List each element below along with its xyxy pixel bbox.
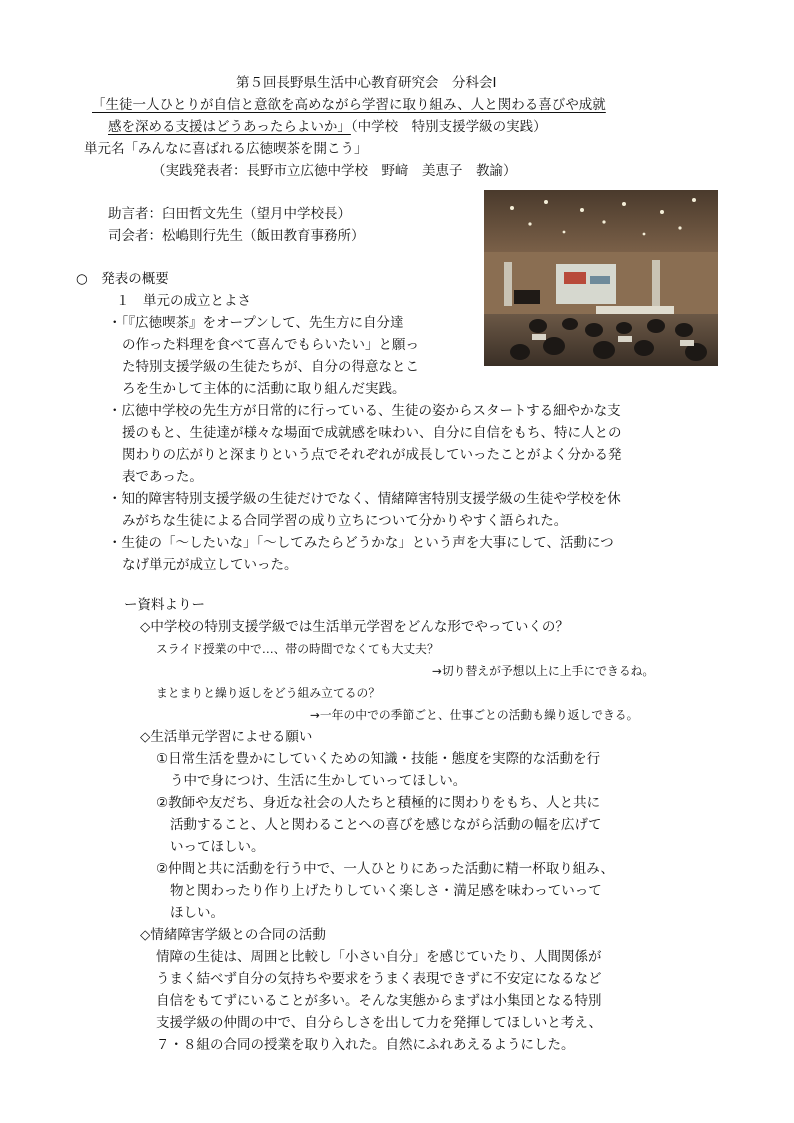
wish-line: ②教師や友だち、身近な社会の人たちと積極的に関わりをもち、人と共に (156, 795, 601, 811)
question-2: ◇生活単元学習によせる願い (140, 729, 313, 745)
theme-line-1: 「生徒一人ひとりが自信と意欲を高めながら学習に取り組み、人と関わる喜びや成就 (92, 97, 606, 113)
unit-name: 単元名「みんなに喜ばれる広徳喫茶を開こう」 (84, 141, 368, 157)
overview-heading: ○ 発表の概要 (76, 271, 169, 287)
overview-line: ・「『広徳喫茶』をオープンして、先生方に自分達 (108, 315, 404, 331)
overview-line: みがちな生徒による合同学習の成り立ちについて分かりやすく語られた。 (122, 513, 568, 529)
overview-line: ・知的障害特別支援学級の生徒だけでなく、情緒障害特別支援学級の生徒や学校を休 (108, 491, 621, 507)
question-1-note: スライド授業の中で…、帯の時間でなくても大丈夫？ (156, 642, 439, 656)
overview-line: ろを生かして主体的に活動に取り組んだ実践。 (122, 381, 406, 397)
overview-line: た特別支援学級の生徒たちが、自分の得意なとこ (122, 359, 419, 375)
conference-photo (484, 190, 718, 366)
wish-line: 物と関わったり作り上げたりしていく楽しさ・満足感を味わっていって (170, 883, 602, 899)
materials-heading: ー資料よりー (124, 597, 205, 613)
overview-subheading: １ 単元の成立とよさ (116, 293, 251, 309)
chair: 司会者：松嶋則行先生（飯田教育事務所） (108, 228, 365, 244)
question-1: ◇中学校の特別支援学級では生活単元学習をどんな形でやっていくの？ (140, 619, 569, 635)
question-1-note: まとまりと繰り返しをどう組み立てるの？ (156, 686, 381, 700)
question-3: ◇情緒障害学級との合同の活動 (140, 927, 326, 943)
overview-line: 援のもと、生徒達が様々な場面で成就感を味わい、自分に自信をもち、特に人との (122, 425, 622, 441)
overview-line: ・広徳中学校の先生方が日常的に行っている、生徒の姿からスタートする細やかな支 (108, 403, 621, 419)
overview-line: 関わりの広がりと深まりという点でそれぞれが成長していったことがよく分かる発 (122, 447, 622, 463)
joint-line: ７・８組の合同の授業を取り入れた。自然にふれあえるようにした。 (156, 1037, 575, 1053)
wish-line: う中で身につけ、生活に生かしていってほしい。 (170, 773, 467, 789)
wish-line: ②仲間と共に活動を行う中で、一人ひとりにあった活動に精一杯取り組み、 (156, 861, 615, 877)
overview-line: ・生徒の「～したいな」「～してみたらどうかな」という声を大事にして、活動につ (108, 535, 614, 551)
wish-line: いってほしい。 (170, 839, 265, 855)
theme-line-2-rest: （中学校 特別支援学級の実践） (350, 119, 547, 135)
question-1-note: →一年の中での季節ごと、仕事ごとの活動も繰り返しできる。 (310, 708, 639, 722)
presenter: （実践発表者：長野市立広徳中学校 野﨑 美恵子 教諭） (152, 163, 517, 179)
theme-line-2-underlined: 感を深める支援はどうあったらよいか」 (108, 119, 351, 135)
theme-line-2 (108, 116, 547, 138)
question-1-note: →切り替えが予想以上に上手にできるね。 (432, 664, 655, 678)
overview-line: なげ単元が成立していった。 (122, 557, 298, 573)
advisor: 助言者：臼田哲文先生（望月中学校長） (108, 206, 351, 222)
joint-line: 情障の生徒は、周囲と比較し「小さい自分」を感じていたり、人間関係が (156, 949, 602, 965)
wish-line: ①日常生活を豊かにしていくための知識・技能・態度を実際的な活動を行 (156, 751, 601, 767)
joint-line: 自信をもてずにいることが多い。そんな実態からまずは小集団となる特別 (156, 993, 602, 1009)
overview-line: 表であった。 (122, 469, 203, 485)
overview-line: の作った料理を食べて喜んでもらいたい」と願っ (122, 337, 419, 353)
wish-line: 活動すること、人と関わることへの喜びを感じながら活動の幅を広げて (170, 817, 602, 833)
joint-line: 支援学級の仲間の中で、自分らしさを出して力を発揮してほしいと考え、 (156, 1015, 603, 1031)
joint-line: うまく結べず自分の気持ちや要求をうまく表現できずに不安定になるなど (156, 971, 602, 987)
doc-title: 第５回長野県生活中心教育研究会 分科会Ⅰ (236, 75, 497, 91)
wish-line: ほしい。 (170, 905, 224, 921)
